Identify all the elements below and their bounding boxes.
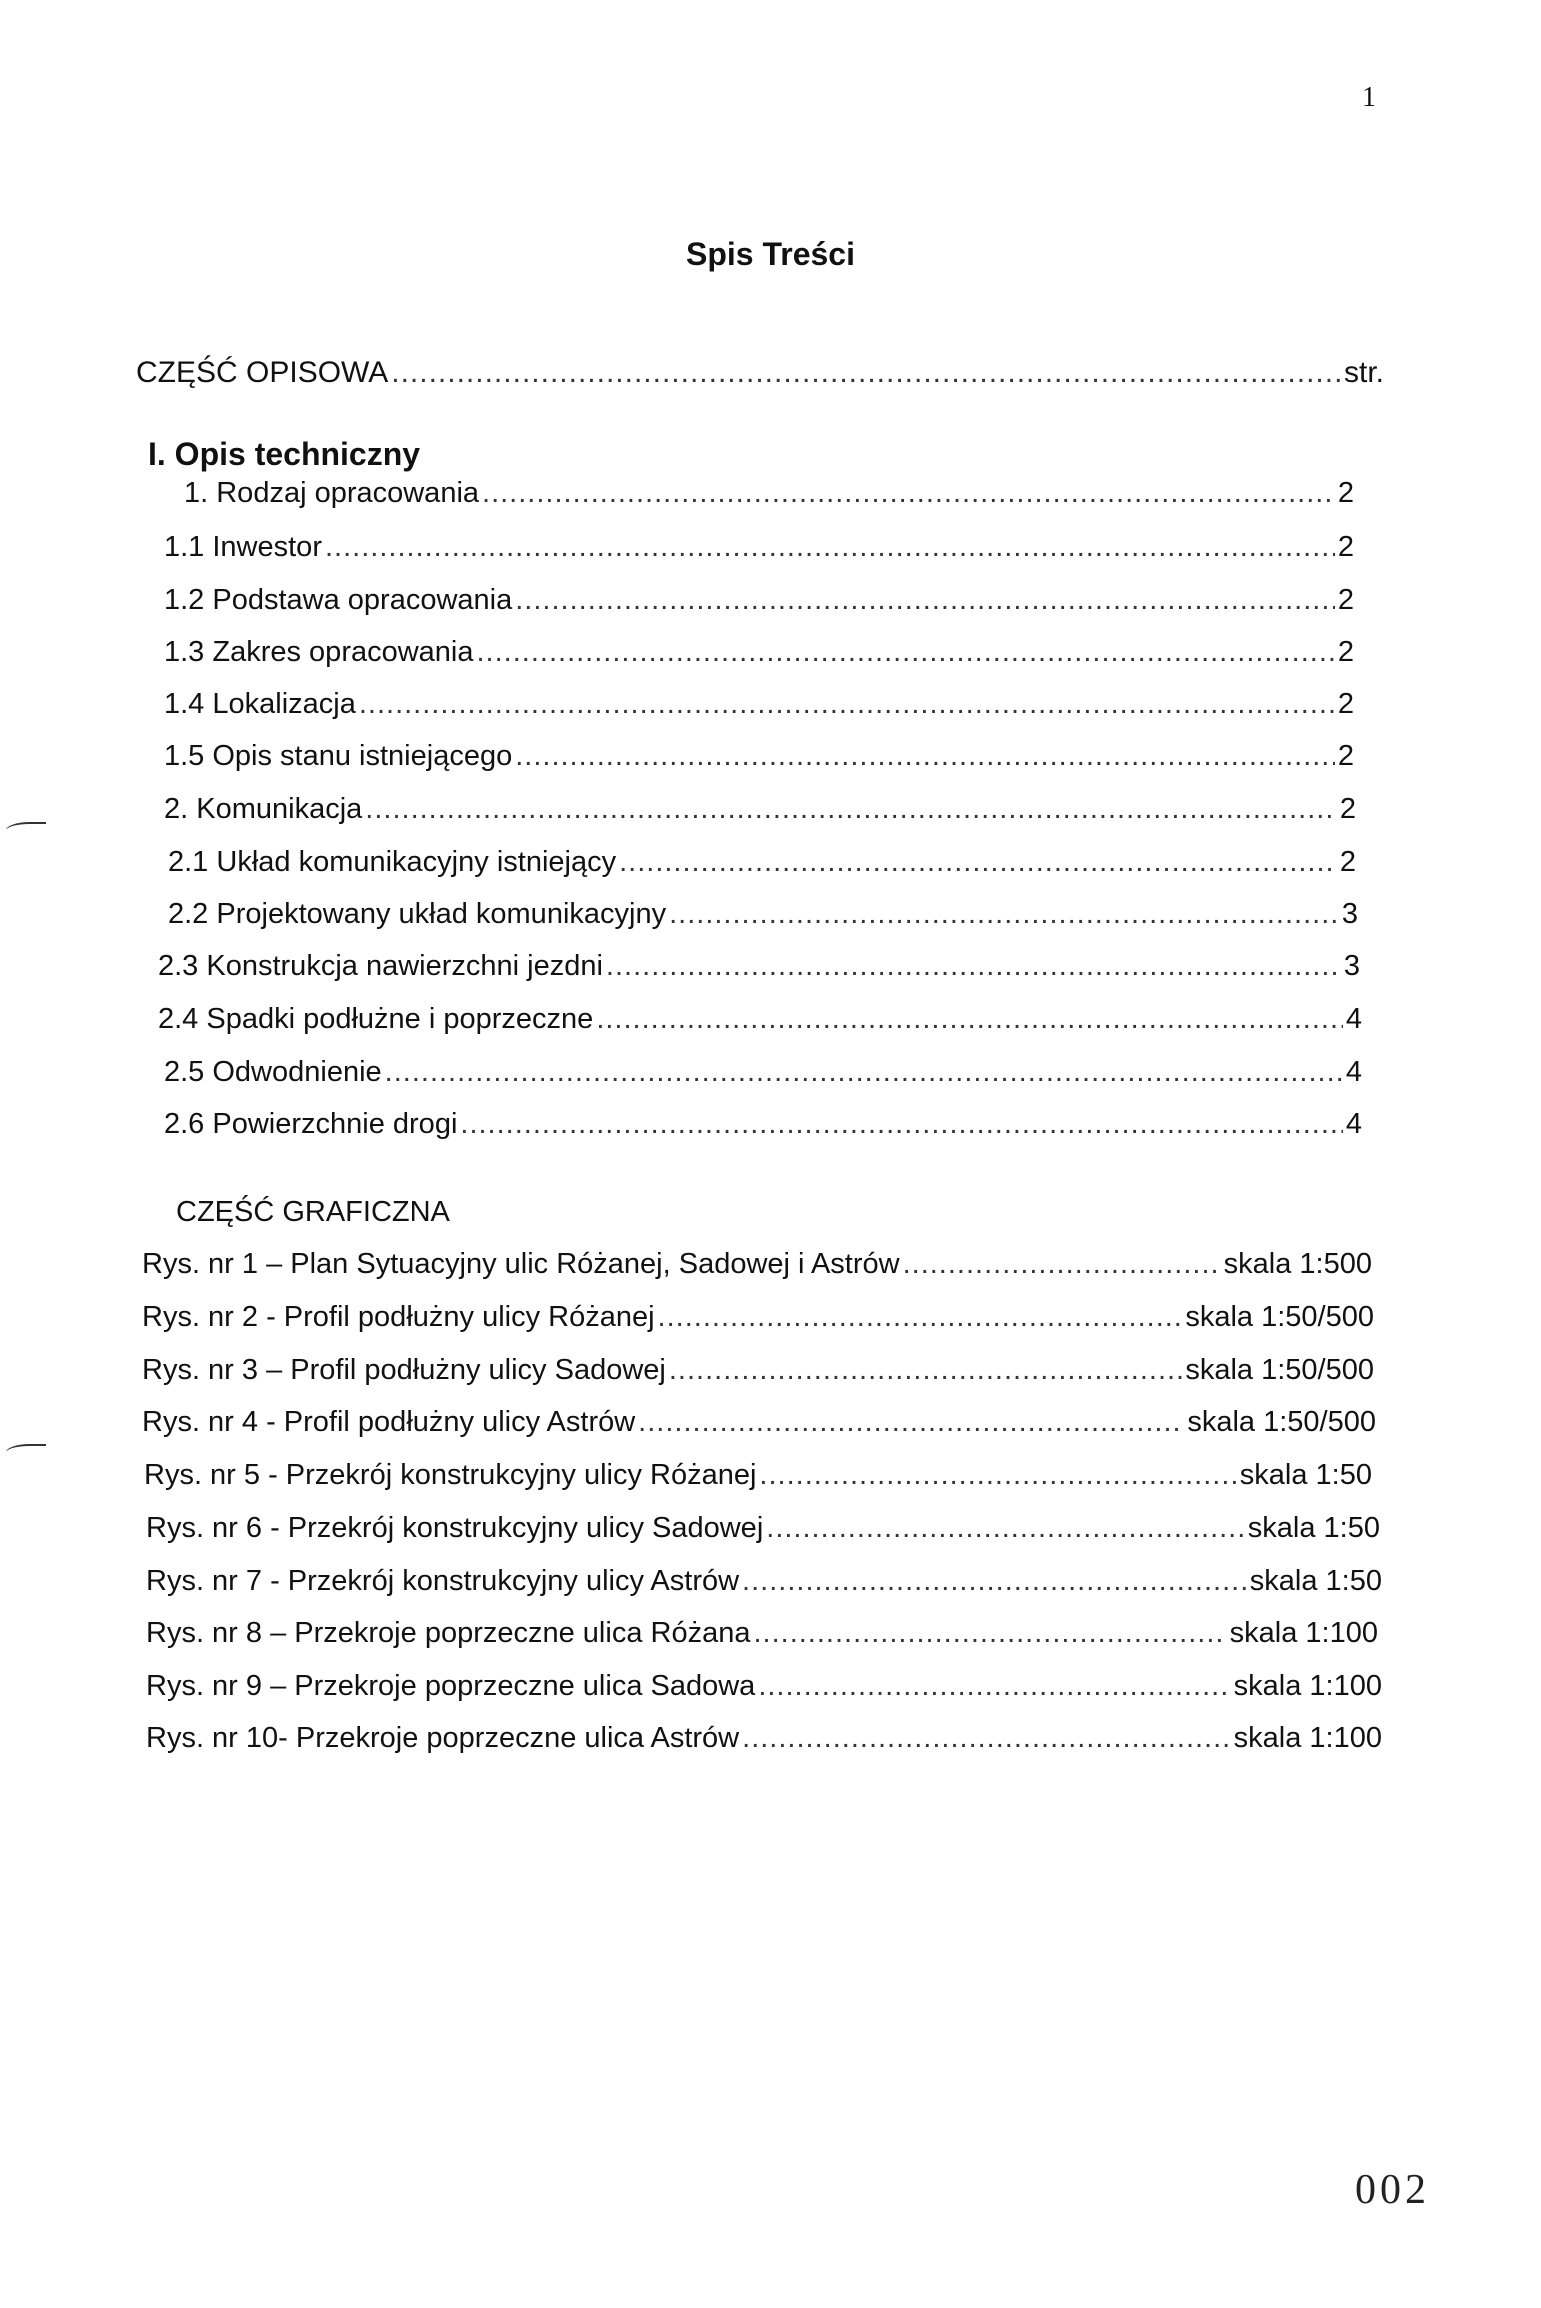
toc-item-page: 4 <box>1345 1056 1362 1088</box>
drawing-item-scale: skala 1:50 <box>1239 1459 1372 1491</box>
drawing-item-label: Rys. nr 2 - Profil podłużny ulicy Różanej <box>142 1301 655 1333</box>
drawing-item-label: Rys. nr 5 - Przekrój konstrukcyjny ulicy Różanej <box>144 1459 757 1491</box>
drawing-item-scale: skala 1:100 <box>1229 1617 1378 1649</box>
toc-item-page: 3 <box>1343 950 1360 982</box>
toc-item-page: 2 <box>1337 531 1354 563</box>
toc-item-label: 1.2 Podstawa opracowania <box>164 584 513 616</box>
toc-item-label: 2.1 Układ komunikacyjny istniejący <box>168 846 617 878</box>
toc-item-label: 2.5 Odwodnienie <box>164 1056 382 1088</box>
dot-leader <box>385 1056 1343 1089</box>
toc-item-page: 2 <box>1337 477 1354 509</box>
dot-leader <box>766 1512 1245 1545</box>
drawing-item-label: Rys. nr 4 - Profil podłużny ulicy Astrów <box>142 1406 636 1438</box>
toc-item <box>184 477 1354 510</box>
corner-stamp: 002 <box>1355 2167 1430 2213</box>
toc-item-label: 1.4 Lokalizacja <box>164 688 356 720</box>
dot-leader <box>669 898 1339 931</box>
drawing-item <box>146 1722 1382 1755</box>
dot-leader <box>753 1617 1226 1650</box>
toc-item <box>158 1003 1362 1036</box>
drawing-item-label: Rys. nr 8 – Przekroje poprzeczne ulica Różana <box>146 1617 751 1649</box>
dot-leader <box>325 531 1335 564</box>
part-opisowa-page-label: str. <box>1343 356 1384 389</box>
drawing-item-label: Rys. nr 6 - Przekrój konstrukcyjny ulicy Sadowej <box>146 1512 764 1544</box>
part-graficzna-heading: CZĘŚĆ GRAFICZNA <box>176 1196 450 1228</box>
toc-item-label: 2.4 Spadki podłużne i poprzeczne <box>158 1003 594 1035</box>
toc-item <box>164 688 1354 721</box>
dot-leader <box>742 1722 1231 1755</box>
dot-leader <box>658 1301 1183 1334</box>
drawing-item-scale: skala 1:50 <box>1249 1565 1382 1597</box>
dot-leader <box>596 1003 1343 1036</box>
toc-item-page: 2 <box>1339 793 1356 825</box>
toc-item-label: 2.3 Konstrukcja nawierzchni jezdni <box>158 950 603 982</box>
drawing-item <box>142 1354 1374 1387</box>
drawing-item-label: Rys. nr 1 – Plan Sytuacyjny ulic Różanej, Sadowej i Astrów <box>142 1248 900 1280</box>
page-title: Spis Treści <box>686 236 855 272</box>
toc-item <box>168 846 1356 879</box>
toc-item-label: 2. Komunikacja <box>164 793 363 825</box>
section-opis-heading: I. Opis techniczny <box>148 436 421 472</box>
drawing-item-scale: skala 1:50/500 <box>1185 1301 1374 1333</box>
dot-leader <box>758 1670 1230 1703</box>
dot-leader <box>903 1248 1221 1281</box>
drawing-item <box>142 1301 1374 1334</box>
toc-item <box>164 531 1354 564</box>
dot-leader <box>515 740 1335 773</box>
dot-leader <box>482 477 1335 510</box>
toc-item-page: 4 <box>1345 1108 1362 1140</box>
dot-leader <box>391 356 1341 390</box>
toc-item-page: 2 <box>1339 846 1356 878</box>
toc-item-label: 1.5 Opis stanu istniejącego <box>164 740 513 772</box>
drawing-item-label: Rys. nr 7 - Przekrój konstrukcyjny ulicy Astrów <box>146 1565 740 1597</box>
drawing-item-scale: skala 1:500 <box>1223 1248 1372 1280</box>
drawing-item-label: Rys. nr 10- Przekroje poprzeczne ulica Astrów <box>146 1722 740 1754</box>
dot-leader <box>460 1108 1342 1141</box>
toc-item <box>164 793 1356 826</box>
drawing-item <box>146 1617 1378 1650</box>
toc-item-page: 2 <box>1337 584 1354 616</box>
toc-item-page: 3 <box>1341 898 1358 930</box>
toc-item-page: 2 <box>1337 740 1354 772</box>
page-number: 1 <box>1362 82 1376 113</box>
toc-item-label: 1. Rodzaj opracowania <box>184 477 480 509</box>
drawing-item <box>142 1248 1372 1281</box>
drawing-item-scale: skala 1:50 <box>1247 1512 1380 1544</box>
part-opisowa-row <box>136 356 1384 390</box>
dot-leader <box>619 846 1337 879</box>
dot-leader <box>742 1565 1247 1598</box>
part-opisowa-label: CZĘŚĆ OPISOWA <box>136 356 389 389</box>
toc-item-label: 1.1 Inwestor <box>164 531 322 563</box>
toc-item <box>158 950 1360 983</box>
toc-item-page: 4 <box>1345 1003 1362 1035</box>
toc-item-label: 1.3 Zakres opracowania <box>164 636 474 668</box>
dot-leader <box>759 1459 1236 1492</box>
toc-item <box>168 898 1358 931</box>
drawing-item-scale: skala 1:100 <box>1233 1670 1382 1702</box>
toc-item-page: 2 <box>1337 636 1354 668</box>
drawing-item <box>146 1565 1382 1598</box>
dot-leader <box>359 688 1335 721</box>
drawing-item <box>146 1670 1382 1703</box>
drawing-item-scale: skala 1:100 <box>1233 1722 1382 1754</box>
margin-mark <box>6 1444 46 1458</box>
toc-item <box>164 636 1354 669</box>
toc-item <box>164 1108 1362 1141</box>
toc-item <box>164 1056 1362 1089</box>
drawing-item-label: Rys. nr 3 – Profil podłużny ulicy Sadowej <box>142 1354 666 1386</box>
toc-item-label: 2.6 Powierzchnie drogi <box>164 1108 458 1140</box>
margin-mark <box>6 822 46 836</box>
toc-item-page: 2 <box>1337 688 1354 720</box>
drawing-item-scale: skala 1:50/500 <box>1185 1354 1374 1386</box>
dot-leader <box>515 584 1335 617</box>
dot-leader <box>606 950 1341 983</box>
dot-leader <box>638 1406 1184 1439</box>
drawing-item <box>146 1512 1380 1545</box>
dot-leader <box>365 793 1337 826</box>
drawing-item <box>144 1459 1372 1492</box>
toc-item <box>164 584 1354 617</box>
drawing-item <box>142 1406 1376 1439</box>
drawing-item-scale: skala 1:50/500 <box>1187 1406 1376 1438</box>
toc-item <box>164 740 1354 773</box>
drawing-item-label: Rys. nr 9 – Przekroje poprzeczne ulica Sadowa <box>146 1670 756 1702</box>
toc-item-label: 2.2 Projektowany układ komunikacyjny <box>168 898 667 930</box>
dot-leader <box>669 1354 1182 1387</box>
dot-leader <box>477 636 1335 669</box>
